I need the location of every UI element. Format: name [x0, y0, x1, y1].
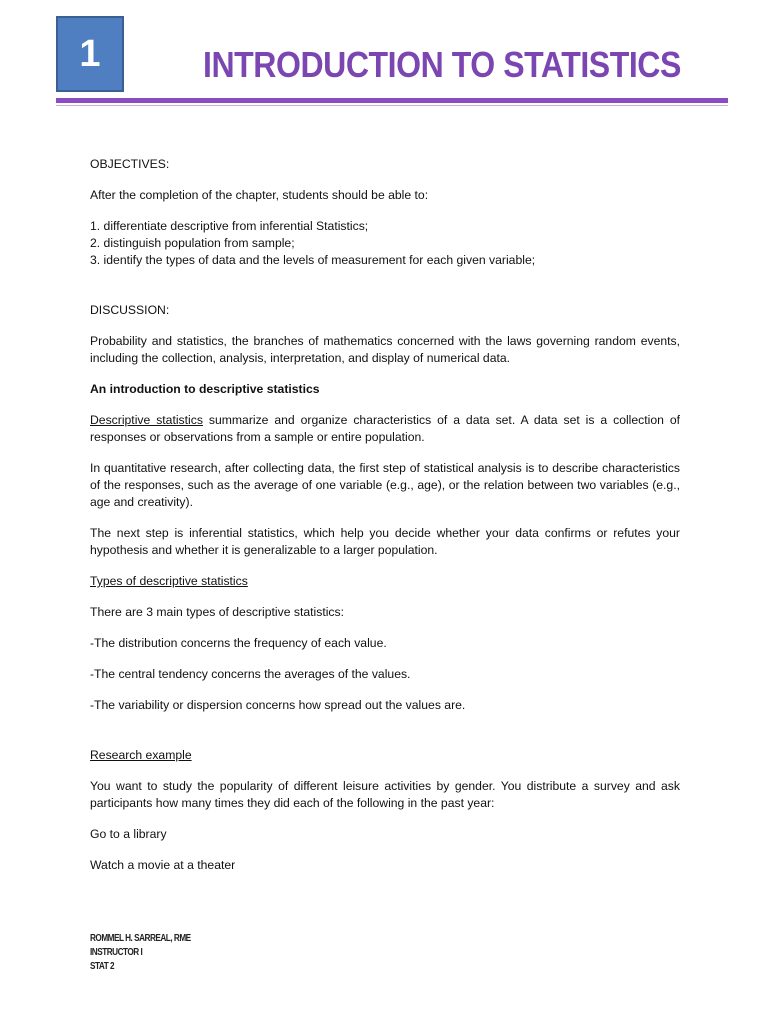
footer-author: ROMMEL H. SARREAL, RME — [90, 933, 191, 944]
descriptive-stats-subheading: An introduction to descriptive statistics — [90, 382, 320, 396]
activity-item: Watch a movie at a theater — [90, 858, 236, 872]
objectives-list — [90, 218, 680, 269]
research-example-heading: Research example — [90, 748, 192, 762]
type-item: -The variability or dispersion concerns how spread out the values are. — [90, 698, 466, 712]
descriptive-stats-paragraph — [90, 412, 680, 446]
page-title: INTRODUCTION TO STATISTICS — [203, 44, 681, 85]
type-item: -The distribution concerns the frequency of each value. — [90, 636, 387, 650]
objective-item: 2. distinguish population from sample; — [90, 236, 295, 250]
quantitative-research-paragraph: In quantitative research, after collecting data, the first step of statistical analysis is to describe characteristics of the responses, such as the average of one variable (e.g., age), or the relation between two variables (e.g., age and creativity). — [90, 461, 680, 509]
page-footer — [90, 932, 191, 974]
footer-course: STAT 2 — [90, 961, 115, 972]
discussion-heading: DISCUSSION: — [90, 303, 170, 317]
objective-item: 3. identify the types of data and the levels of measurement for each given variable; — [90, 253, 536, 267]
chapter-number-badge: 1 — [56, 16, 124, 92]
title-divider-shadow — [56, 105, 728, 106]
research-example-paragraph: You want to study the popularity of different leisure activities by gender. You distribute a survey and ask participants how many times they did each of the following in the past year: — [90, 779, 680, 810]
objective-item: 1. differentiate descriptive from inferential Statistics; — [90, 219, 369, 233]
objectives-heading: OBJECTIVES: — [90, 157, 170, 171]
descriptive-stats-definition: summarize and organize characteristics of a data set. A data set is a collection of responses or observations from a sample or entire population. — [90, 413, 680, 444]
types-heading: Types of descriptive statistics — [90, 574, 248, 588]
discussion-paragraph: Probability and statistics, the branches of mathematics concerned with the laws governing random events, including the collection, analysis, interpretation, and display of numerical data. — [90, 334, 680, 365]
document-body — [90, 156, 680, 874]
types-intro: There are 3 main types of descriptive statistics: — [90, 605, 345, 619]
inferential-stats-paragraph: The next step is inferential statistics, which help you decide whether your data confirms or refutes your hypothesis and whether it is generalizable to a larger population. — [90, 526, 680, 557]
descriptive-stats-term: Descriptive statistics — [90, 413, 203, 427]
footer-position: INSTRUCTOR I — [90, 947, 143, 958]
activity-item: Go to a library — [90, 827, 167, 841]
title-divider — [56, 98, 728, 103]
type-item: -The central tendency concerns the averages of the values. — [90, 667, 411, 681]
objectives-intro: After the completion of the chapter, students should be able to: — [90, 188, 429, 202]
